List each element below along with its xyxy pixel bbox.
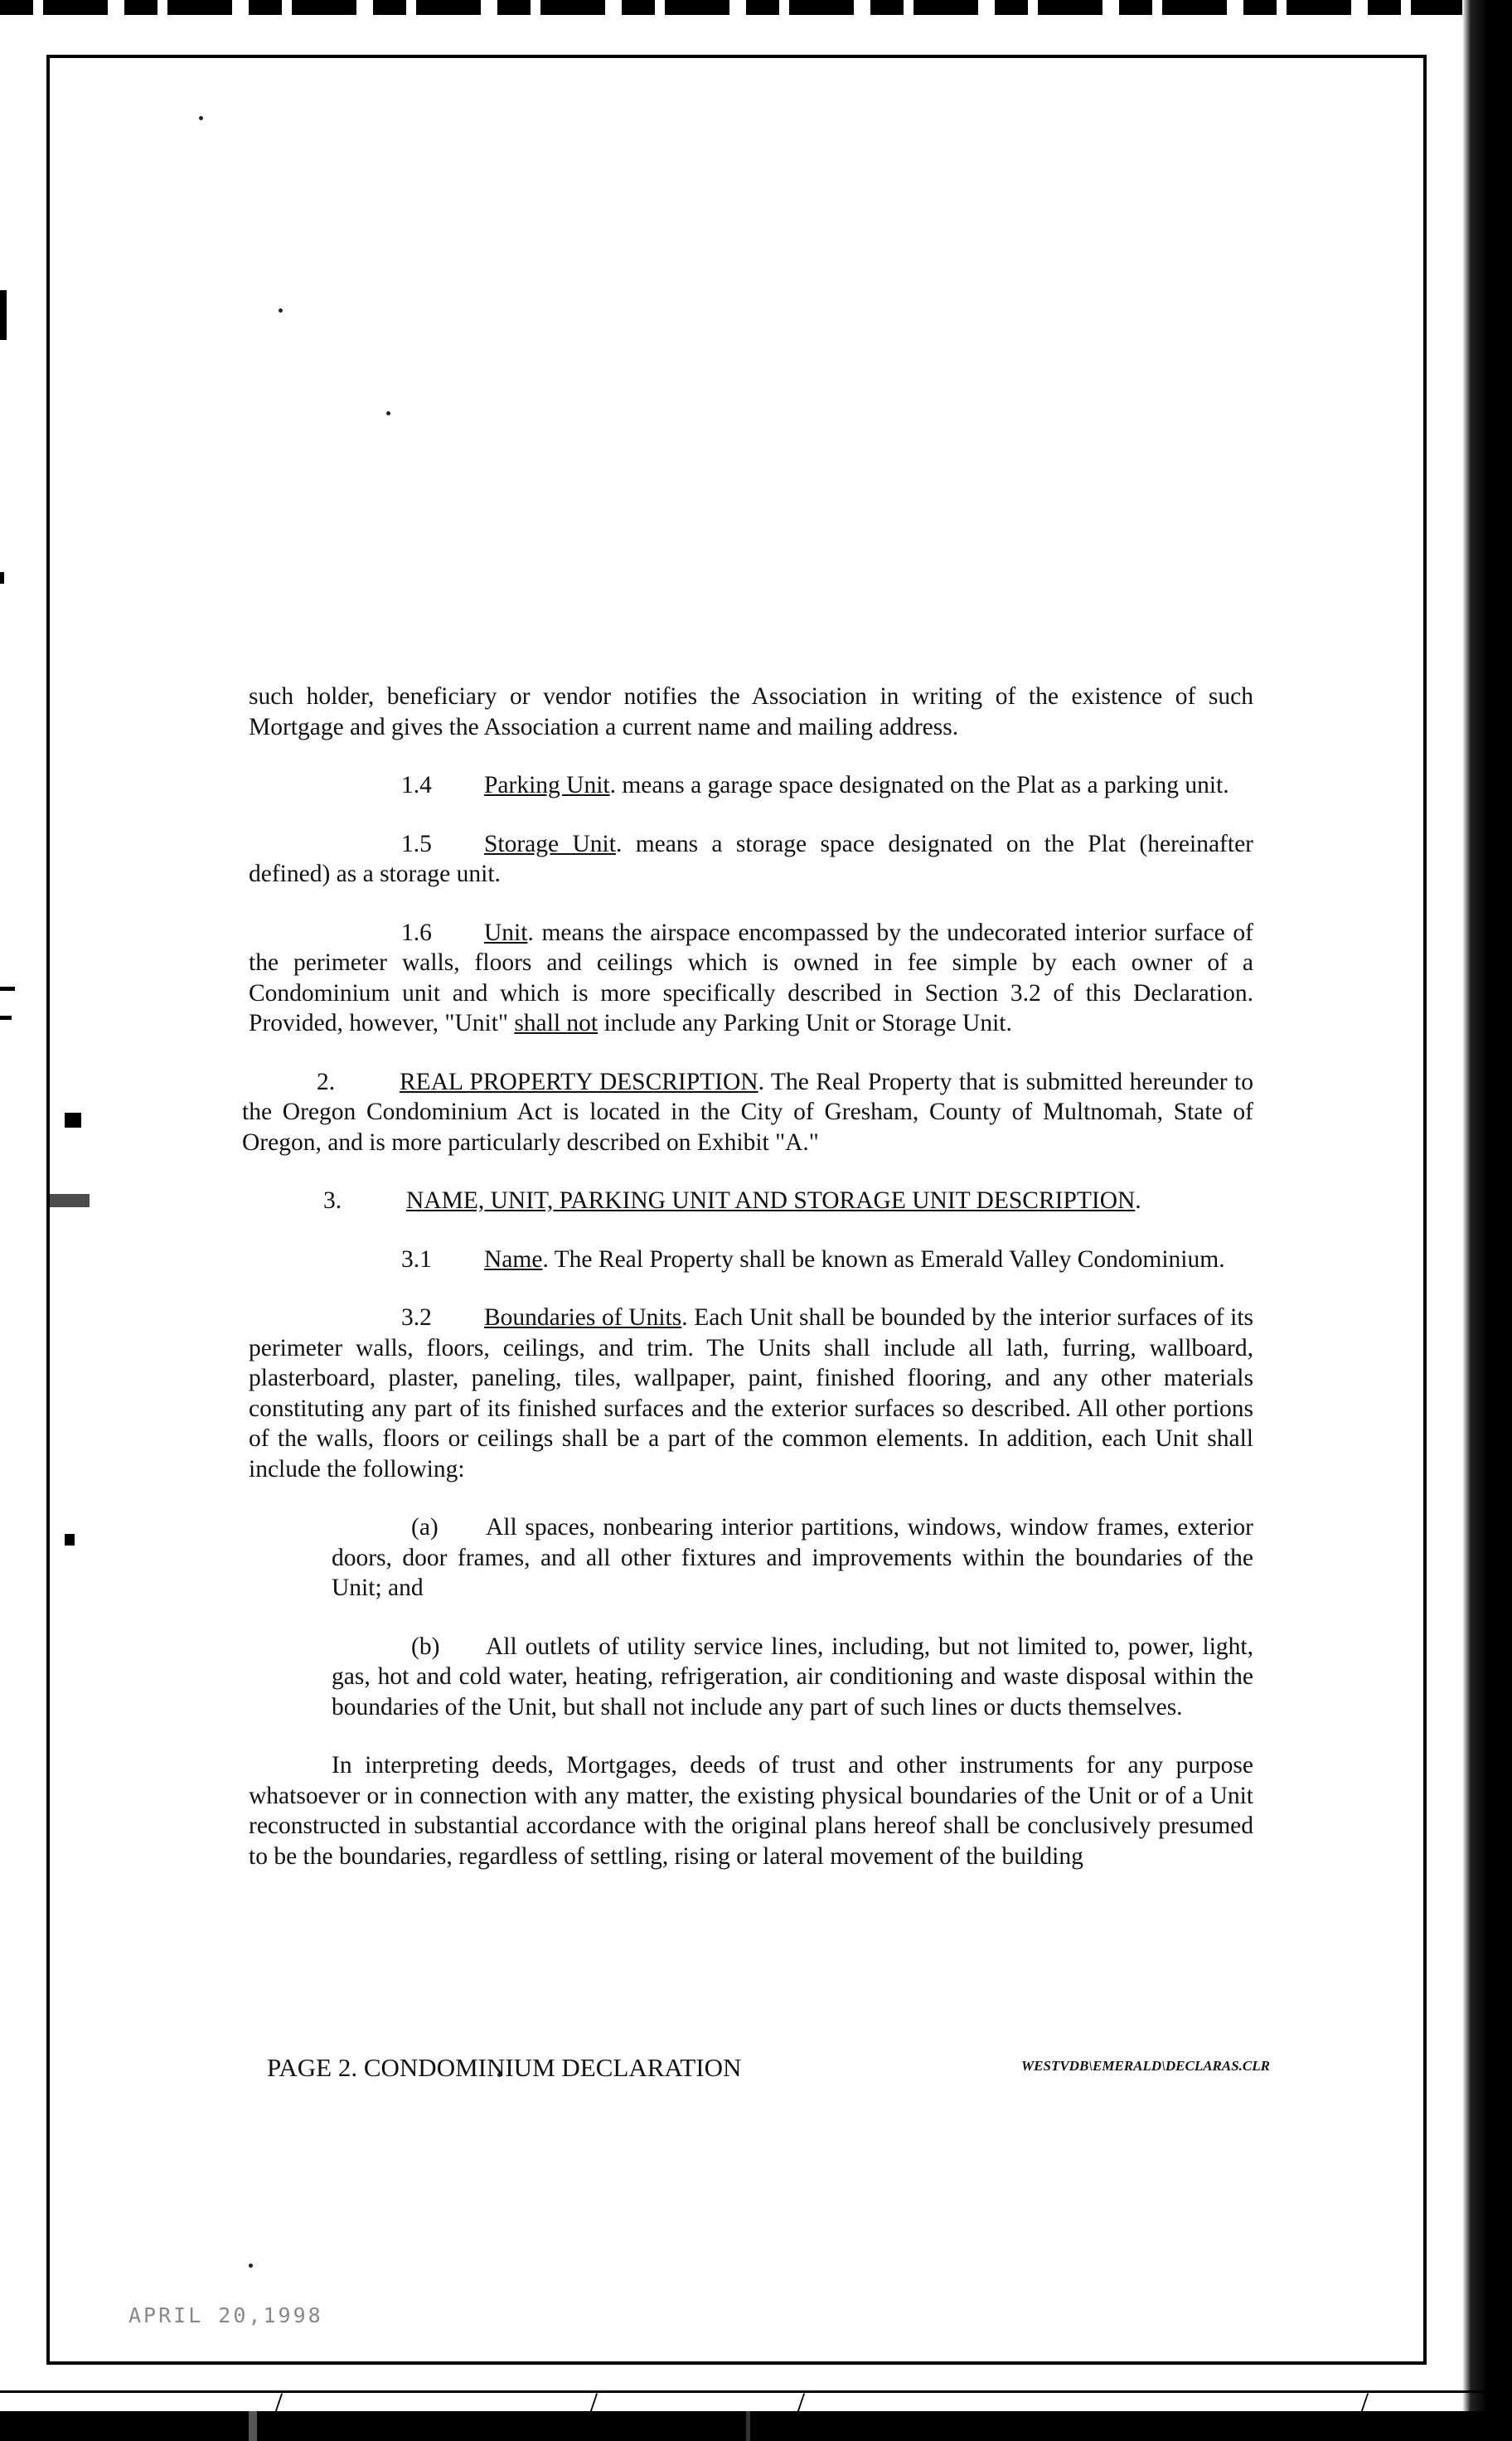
- scan-speck: [249, 2264, 253, 2268]
- definition-term: Storage Unit: [484, 830, 616, 857]
- section-heading: REAL PROPERTY DESCRIPTION: [400, 1068, 758, 1095]
- definition-text: include any Parking Unit or Storage Unit.: [598, 1010, 1012, 1036]
- paragraph-continuation: [249, 682, 1253, 742]
- footer-page-label: PAGE 2. CONDOMINIUM DECLARATION: [267, 2053, 742, 2082]
- subsection-text: . Each Unit shall be bounded by the interior surfaces of its perimeter walls, floors, ceilings, and trim. The Units shall include all lath, furring, wallboard, plasterboard, plaster, paneling, tiles, wallpaper, paint, finished flooring, and any other materials constituting any part of its finished surfaces and the exterior surfaces so described. All other portions of the walls, floors or ceilings shall be a part of the common elements. In addition, each Unit shall include the following:: [249, 1304, 1253, 1483]
- scan-speck: [386, 411, 390, 415]
- definition-1-4: [249, 770, 1253, 801]
- section-text: .: [1135, 1187, 1141, 1214]
- section-heading: NAME, UNIT, PARKING UNIT AND STORAGE UNIT DESCRIPTION: [406, 1187, 1136, 1214]
- clause-label: (a): [411, 1514, 439, 1541]
- paragraph-text: In interpreting deeds, Mortgages, deeds of trust and other instruments for any purpose whatsoever or in connection with any matter, the existing physical boundaries of the Unit or of a Unit reconstructed in substantial accordance with the original plans hereof shall be conclusively presumed to be the boundaries, regardless of settling, rising or lateral movement of the building: [249, 1752, 1253, 1870]
- scan-speck: [279, 308, 283, 313]
- definition-1-5: [249, 829, 1253, 890]
- subsection-3-1: [249, 1245, 1253, 1275]
- definition-text: . means a garage space designated on the Plat as a parking unit.: [609, 772, 1229, 798]
- definition-1-6: [249, 918, 1253, 1039]
- clause-text: All spaces, nonbearing interior partitions, windows, window frames, exterior doors, door frames, and all other fixtures and improvements within the boundaries of the Unit; and: [332, 1514, 1253, 1601]
- section-number: 1.5: [401, 830, 432, 857]
- scan-bottom-edge: [0, 2411, 1512, 2441]
- clause-a: [332, 1512, 1253, 1604]
- scan-bottom-line: [0, 2390, 1512, 2393]
- section-3: [249, 1186, 1253, 1216]
- page-footer: [267, 2053, 1270, 2086]
- clause-label: (b): [411, 1633, 440, 1660]
- section-2: [242, 1067, 1253, 1158]
- scan-right-edge: [1462, 0, 1512, 2441]
- subsection-term: Boundaries of Units: [484, 1304, 682, 1331]
- section-number: 2.: [317, 1068, 336, 1095]
- definition-text: . means a storage space designated on the Plat (hereinafter defined) as a storage unit.: [249, 830, 1253, 887]
- clause-b: [332, 1632, 1253, 1723]
- section-number: 1.4: [401, 772, 432, 798]
- section-number: 3.: [323, 1187, 342, 1214]
- definition-text: . means the airspace encompassed by the undecorated interior surface of the perimeter walls, floors and ceilings which is owned in fee simple by each owner of a Condominium unit and which is more specifically described in Section 3.2 of this Declaration. Provided, however, "Unit": [249, 919, 1253, 1036]
- subsection-text: . The Real Property shall be known as Emerald Valley Condominium.: [542, 1245, 1225, 1273]
- clause-text: All outlets of utility service lines, including, but not limited to, power, light, gas, hot and cold water, heating, refrigeration, air conditioning and waste disposal within the boundaries of the Unit, but shall not include any part of such lines or ducts themselves.: [332, 1633, 1253, 1720]
- subsection-term: Name: [484, 1245, 543, 1273]
- section-number: 3.1: [401, 1245, 432, 1273]
- definition-term: Unit: [484, 919, 528, 946]
- scan-top-edge: [0, 0, 1512, 15]
- section-number: 3.2: [401, 1304, 432, 1331]
- section-number: 1.6: [401, 919, 432, 946]
- paragraph-text: such holder, beneficiary or vendor notifies the Association in writing of the existence of such Mortgage and gives the Association a current name and mailing address.: [249, 683, 1253, 740]
- scan-speck: [199, 116, 203, 120]
- definition-term: Parking Unit: [484, 772, 610, 798]
- date-stamp: APRIL 20,1998: [128, 2303, 323, 2327]
- section-text: . The Real Property that is submitted hereunder to the Oregon Condominium Act is located in the City of Gresham, County of Multnomah, State of Oregon, and is more particularly described on Exhibit "A.": [242, 1068, 1253, 1156]
- interpretation-paragraph: [249, 1750, 1253, 1871]
- subsection-3-2: [249, 1303, 1253, 1484]
- emphasis-text: shall not: [514, 1010, 598, 1036]
- footer-file-path: WESTVDB\EMERALD\DECLARAS.CLR: [1021, 2058, 1270, 2074]
- document-body: [242, 682, 1253, 1871]
